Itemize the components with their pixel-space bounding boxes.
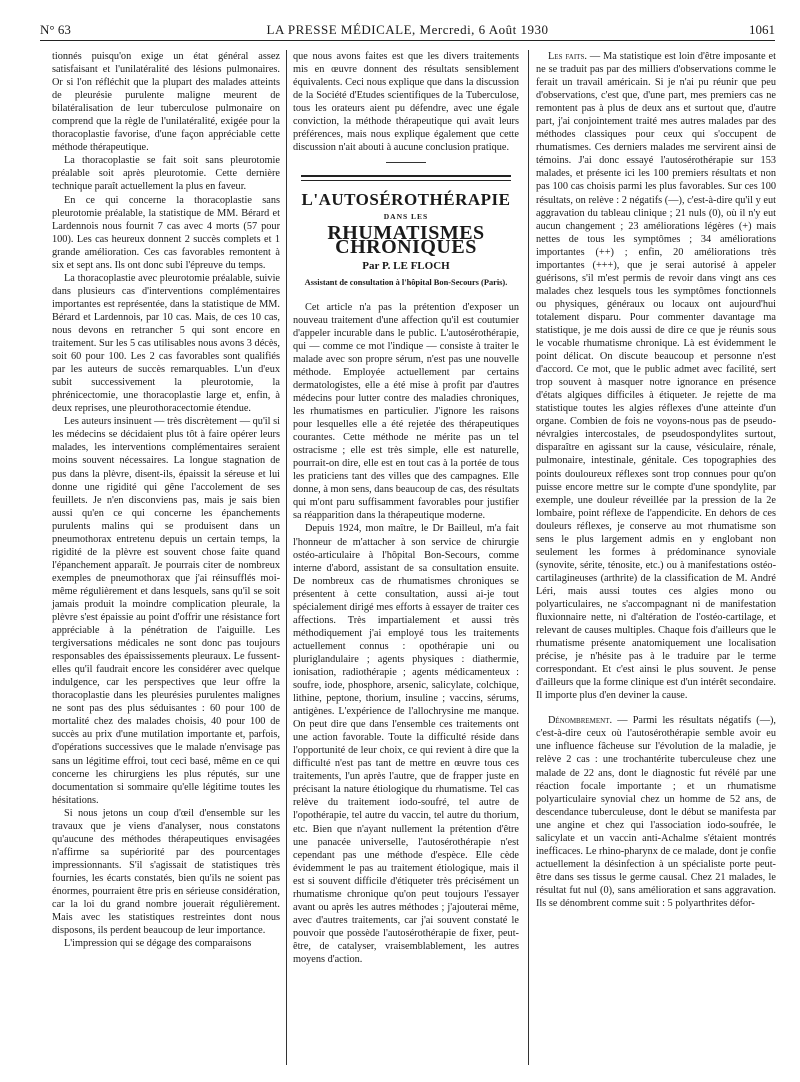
- separator: [386, 162, 426, 163]
- paragraph: [536, 50, 776, 702]
- journal-running-title: LA PRESSE MÉDICALE, Mercredi, 6 Août 1930: [266, 22, 549, 37]
- section-lead: Les faits.: [548, 51, 587, 62]
- paragraph: La thoracoplastie se fait soit sans pleurotomie préalable soit après pleurotomie. Cette dernière technique paraît actuellement la plus en faveur.: [52, 155, 280, 193]
- paragraph: Cet article n'a pas la prétention d'exposer un nouveau traitement d'une affection qu'il est coutumier d'appeler incurable dans le public. L'autosérothérapie, qui — comme ce mot l'indique — consiste à traiter le malade avec son propre sérum, n'est pas une nouvelle méthode. Employée actuellement par certains dermatologistes, elle a été mise à profit par d'autres médecins pour lutter contre des maladies chroniques, les rhumatismes en particulier. J'ignore les raisons pour lesquelles elle a été rejetée des thérapeutiques courantes. Cette méthode ne mérite pas un tel ostracisme ; elle est très simple, elle est naturelle, pourrait-on dire, elle est en tout cas à la portée de tous les praticiens tant des villes que des campagnes. Elle donne, à mon sens, dans beaucoup de cas, des résultats qui m'ont paru suffisamment favorables pour justifier sa réapparition dans la thérapeutique moderne.: [293, 301, 519, 522]
- issue-number: N° 63: [40, 22, 71, 37]
- paragraph: Si nous jetons un coup d'œil d'ensemble sur les travaux que je viens d'analyser, nous constatons qu'aucune des méthodes thérapeutiques envisagées n'affirme sa supériorité par des pourcentages impressionnants. S'il s'agissait de statistiques très fournies, les écarts constatés, bien qu'ils ne soient pas énormes, pourraient être pris en sérieuse considération, car la loi du grand nombre jouerait régulièrement. Mais avec les statistiques restreintes dont nous disposons, ils perdent beaucoup de leur importance.: [52, 807, 280, 937]
- page-header: [40, 22, 775, 41]
- page-number: 1061: [749, 22, 775, 37]
- title-rule: [301, 175, 511, 181]
- article-title: L'AUTOSÉROTHÉRAPIE: [301, 190, 511, 210]
- article-author: Par P. LE FLOCH: [362, 259, 450, 272]
- paragraph-text: — Ma statistique est loin d'être imposante et ne se traduit pas par des milliers d'observations comme le ferait un travail américain. Si je n'ai pu réunir que peu d'observations, c'est que, d'une part, mes premiers cas ne remontent pas à plus de deux ans et surtout que, d'autre part, j'ai conjointement traité mes autres malades par des méthodes classiques pour ceux qui s'occupent de rhumatismes. Ces derniers malades me servirent ainsi de témoins. J'ai donc essayé l'autosérothérapie sur 153 malades, et présente ici les 100 premiers résultats et non pas 100 cas choisis parmi les plus favorables. Sur ces 100 résultats, on relève : 2 négatifs (—), c'est-à-dire qu'il y eut aggravation du tableau clinique ; 21 nuls (0), où il n'y eut aucun changement ; 23 améliorations légères (+) mais nettes de tous les symptômes ; 34 améliorations importantes (++) ; enfin, 20 améliorations très importantes (+++), que je serai autorisé à appeler guérisons, s'il m'est permis de revoir dans vingt ans ces malades chez lesquels tous les symptômes fonctionnels ou physiques, généraux ou locaux ont aujourd'hui totalement disparu. Pour commenter davantage ma statistique, je me dois aussi de dire ce que je réunis sous le vocable rhumatisme chronique. Là est évidemment le point délicat. On discute beaucoup et personne n'est d'accord. Ce mot, que le public admet avec facilité, sert trop souvent à masquer notre ignorance en présence d'états algiques difficiles à étiqueter. Je rejette de ma statistique toutes les algies réflexes d'une atteinte d'un organe. Combien de fois ne voyons-nous pas de pseudo-névralgies intercostales, de pseudospondylites surtout, disparaître en agissant sur la cause, vésiculaire, rénale, pulmonaire, intestinale, génitale. Ces topographies des points douloureux réflexes sont trop connues pour qu'on puisse encore mettre sur le compte d'une spondylite, par exemple, une douleur réveillée par la pression de la 2e lombaire, point réflexe de l'appendicite. En dehors de ces douleurs réflexes, je conserve au mot rhumatisme son sens le plus largement admis en y englobant non seulement les formes à prédominance synoviale (synovite, sérite, ténosite, etc.) ou à manifestations ostéo-cartilagineuses (arthrite) de la classification de M. André Léri, mais aussi toutes ces algies mono ou polyarticulaires, ne s'accompagnant ni de manifestation fluxionnaire nette, ni d'altération de l'ostéo-cartilage, et relevant de causes multiples. Chaque fois d'ailleurs que le rhumatisme présente anatomiquement une localisation précise, je n'hésite pas à le traduire par le terme correspondant. Et c'est ainsi le plus souvent. Je pense d'ailleurs que la forme clinique est d'un intérêt secondaire. Il importe plus d'en deviner la cause.: [536, 51, 776, 702]
- author-affiliation: Assistant de consultation à l'hôpital Bon-Secours (Paris).: [304, 277, 508, 287]
- column-rule: [528, 50, 529, 1065]
- paragraph: [536, 714, 776, 910]
- paragraph: En ce qui concerne la thoracoplastie sans pleurotomie préalable, la statistique de MM. Bérard et Lardennois nous fournit 7 cas avec 4 morts (57 pour 100). Les cas heureux donnent 2 succès complets et 1 grande amélioration. Ces cas favorables remontent à six et sept ans. Ils ont donc subi l'épreuve du temps.: [52, 194, 280, 271]
- column-middle: [293, 50, 519, 966]
- article-title-connector: DANS LES: [383, 212, 429, 222]
- paragraph-text: — Parmi les résultats négatifs (—), c'est-à-dire ceux où l'autosérothérapie semble avoir eu une influence fâcheuse sur l'évolution de la maladie, je relève 2 cas : une trochantérite tuberculeuse chez une malade de 22 ans, dont le diagnostic fut révélé par une réaction focale importante ; et un rhumatisme polyarticulaire synovial chez un homme de 52 ans, de descendance tuberculeuse, dont le début se manifesta par une angine et chez qui l'association iodo-soufrée, le salicylate et un vaccin anti-Achalme s'étaient montrés inefficaces. Le rhino-pharynx de ce malade, dont je confie actuellement la désinfection à un spécialiste porte peut-être dans ses tissus le germe causal. Chez 21 malades, le résultat fut nul (0), sans amélioration et sans aggravation. Ils se dénombrent comme suit : 5 polyarthrites défor-: [536, 715, 776, 909]
- paragraph: La thoracoplastie avec pleurotomie préalable, suivie dans plusieurs cas d'interventions complémentaires importantes est représentée, dans la statistique de MM. Bérard et Lardennois, par 10 cas. Mais, de ces 10 cas, nous devons en retrancher 5 qui sont encore en traitement. Sur les 5 cas utilisables nous avons 3 décès, soit 60 pour 100. Les 2 cas favorables sont qualifiés par les auteurs de succès remarquables. L'un d'eux subit successivement la pleurotomie, la phrénicectomie, une thoracoplastie large et, enfin, à deux reprises, une pleurothoracectomie étendue.: [52, 272, 280, 415]
- column-rule: [286, 50, 287, 1065]
- paragraph: L'impression qui se dégage des comparaisons: [64, 938, 252, 950]
- article-subtitle: RHUMATISMES CHRONIQUES: [327, 222, 485, 258]
- paragraph: que nous avons faites est que les divers traitements mis en œuvre donnent des résultats sensiblement équivalents. Ceci nous explique que dans la discussion de la Société d'Etudes scientifiques de la Tuberculose, tous les orateurs aient pu défendre, avec une égale conviction, la méthode thérapeutique qui avait leurs préférences, mais nous explique également que cette discussion n'ait abouti à aucune conclusion pratique.: [293, 51, 519, 154]
- paragraph: Les auteurs insinuent — très discrètement — qu'il si les médecins se décidaient plus tôt à faire opérer leurs malades, les interventions complémentaires seraient moins souvent nécessaires. La longue stagnation de pus dans la plèvre, disent-ils, épaissit la séreuse et lui donne une rigidité qui gêne l'accolement de ses feuillets. Je n'en disconviens pas, mais je sais bien aussi qu'en ce qui concerne les épanchements purulents malins qui se produisent dans un pneumothorax entretenu depuis un certain temps, la rigidité de la plèvre est souvent chose faite quand l'épanchement apparaît. Je pourrais citer de nombreux exemples de pneumothorax que j'ai réinsufflés moi-même régulièrement et dans lesquels, sans qu'il se soit jamais produit la moindre complication pleurale, la plèvre s'est épaissie au point d'offrir une résistance fort appréciable à la pénétration de l'aiguille. Les tergiversations médicales ne sont donc pas toujours responsables des épaississements pleuraux. Le fussent-elles qu'il faudrait encore les considérer avec quelque indulgence, car les perspectives que leur offre la thoracoplastie dans les pleurésies purulentes malignes ne sont pas des plus séduisantes : 60 pour 100 de mortalité chez des malades choisis, 40 pour 100 de succès au prix d'une mutilation importante et, parfois, d'opérations successives que le malade n'envisage pas sans un légitime effroi, tout ceci basé, même en ce qui concerne les chirurgiens les plus réputés, sur une documentation si sommaire qu'elle légitime toutes les hésitations.: [52, 416, 280, 806]
- paragraph: tionnés puisqu'on exige un état général assez satisfaisant et l'unilatéralité des lésions pulmonaires. Or si l'on réfléchit que la plupart des malades atteints de pleurésie purulente maligne meurent de bilatéralisation de leur tuberculose pulmonaire on comprend que la règle de l'unilatéralité, exigée pour la thoracoplastie favorise, d'une façon appréciable cette méthode thérapeutique.: [52, 51, 280, 154]
- column-right: [536, 50, 776, 910]
- column-left: [52, 50, 280, 950]
- section-lead: Dénombrement.: [548, 715, 613, 727]
- paragraph: Depuis 1924, mon maître, le Dr Bailleul, m'a fait l'honneur de m'attacher à son service de chirurgie ostéo-articulaire à l'hôpital Bon-Secours, comme interne d'abord, assistant de sa consultation ensuite. De nombreux cas de rhumatismes chroniques se présentent à cette consultation, aussi ai-je tout spécialement dirigé mes efforts à essayer de traiter ces affections. Très impartialement et aussi très méthodiquement j'ai employé tous les traitements actuellement connus : opothérapie uni ou pluriglandulaire ; agents physiques : diathermie, ionisation, radiothérapie ; agents médicamenteux : soufre, iode, phosphore, arsenic, salicylate, colchique, lithine, peptone, thorium, insuline ; vaccins, sérums, antigènes. L'expérience de l'allochrysine me manque. On peut dire que dans l'ensemble ces traitements ont une action favorable. Toute la difficulté réside dans l'opportunité de leur choix, ce qui revient à dire que la difficulté n'est pas tant de mettre en œuvre tous ces traitements, l'un après l'autre, que de frapper juste en précisant la nature étiologique du rhumatisme. Tel cas relève du traitement iodo-soufré, tel autre de l'opothérapie, tel autre du vaccin, tel autre du thorium, etc. Bien que n'ayant nullement la prétention d'être une panacée universelle, l'autosérothérapie n'est cependant pas une méthode d'espèce. Elle cède évidemment le pas au traitement étiologique, mais il est si souvent difficile d'étiqueter très précisément un rhumatisme chronique qu'on peut toujours l'essayer avant ou après les autres méthodes ; j'ajouterai même, avec d'autres traitements, car j'ai souvent constaté le pouvoir que possède l'autosérothérapie de fixer, peut-être, de catalyser, vraisemblablement, les autres moyens d'action.: [293, 523, 519, 965]
